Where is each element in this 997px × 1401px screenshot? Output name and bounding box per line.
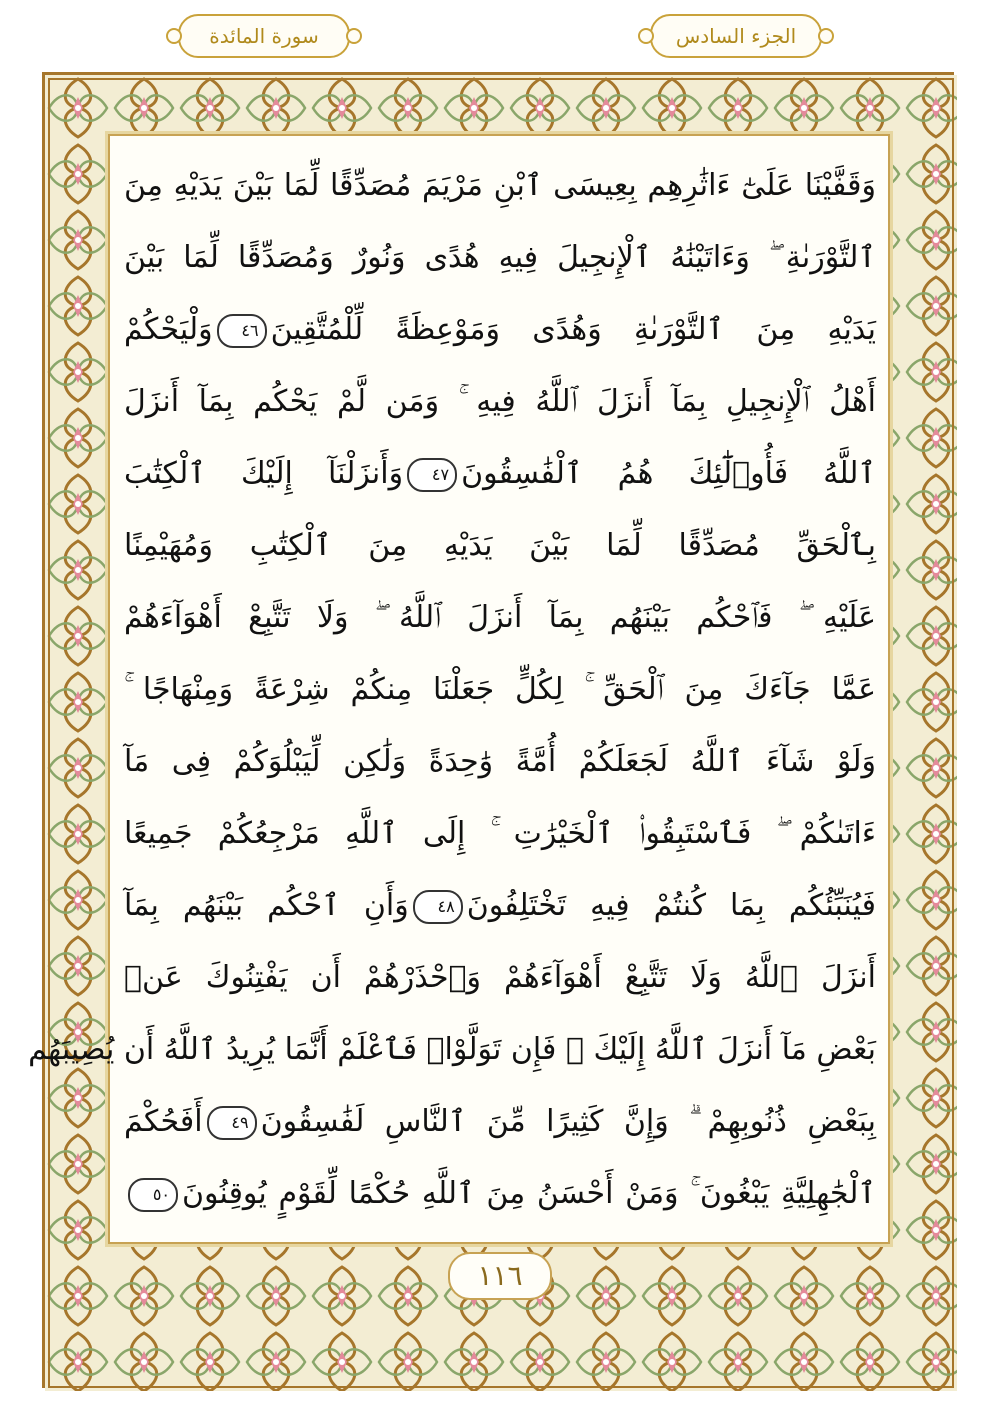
- ayah-number-marker: ٤٧: [407, 458, 457, 492]
- text-line: [124, 438, 876, 510]
- text-line: [124, 150, 876, 222]
- verse-text: ٱللَّهُ فَأُو۟لَٰٓئِكَ هُمُ ٱلْفَٰسِقُونَ: [461, 456, 876, 491]
- ayah-number-marker: ٤٦: [217, 314, 267, 348]
- text-line: [124, 726, 876, 798]
- verse-text: ٱلْجَٰهِلِيَّةِ يَبْغُونَ ۚ وَمَنْ أَحْسَنُ مِنَ ٱللَّهِ حُكْمًا لِّقَوْمٍ يُوقِنُونَ: [182, 1176, 876, 1211]
- surah-name: سورة المائدة: [209, 24, 319, 48]
- verse-text: بَعْضِ مَآ أَنزَلَ ٱللَّهُ إِلَيْكَ ۖ فَإِن تَوَلَّوْا۟ فَٱعْلَمْ أَنَّمَا يُرِيدُ ٱللَّهُ أَن يُصِيبَهُم: [28, 1032, 876, 1067]
- text-line: [124, 870, 876, 942]
- verse-text: أَنزَلَ ٱللَّهُ وَلَا تَتَّبِعْ أَهْوَآءَهُمْ وَٱحْذَرْهُمْ أَن يَفْتِنُوكَ عَنۢ: [124, 960, 876, 995]
- juz-name: الجزء السادس: [675, 24, 797, 48]
- verse-text: وَقَفَّيْنَا عَلَىٰٓ ءَاثَٰرِهِم بِعِيسَى ٱبْنِ مَرْيَمَ مُصَدِّقًا لِّمَا بَيْنَ يَدَيْهِ مِنَ: [124, 168, 876, 203]
- verse-text: أَفَحُكْمَ: [124, 1104, 203, 1139]
- verse-text: ٱلتَّوْرَىٰةِ ۖ وَءَاتَيْنَٰهُ ٱلْإِنجِيلَ فِيهِ هُدًى وَنُورٌ وَمُصَدِّقًا لِّمَا بَيْنَ: [124, 240, 876, 275]
- verse-text: أَهْلُ ٱلْإِنجِيلِ بِمَآ أَنزَلَ ٱللَّهُ فِيهِ ۚ وَمَن لَّمْ يَحْكُم بِمَآ أَنزَلَ: [124, 384, 876, 419]
- ayah-number-marker: ٥٠: [128, 1178, 178, 1212]
- text-line: [124, 798, 876, 870]
- verse-text: بِٱلْحَقِّ مُصَدِّقًا لِّمَا بَيْنَ يَدَيْهِ مِنَ ٱلْكِتَٰبِ وَمُهَيْمِنًا: [124, 528, 876, 563]
- quran-text-body: [28, 150, 876, 1230]
- verse-text: وَلْيَحْكُمْ: [124, 312, 213, 347]
- text-line: [124, 1086, 876, 1158]
- text-line: [124, 294, 876, 366]
- text-line: [124, 942, 876, 1014]
- verse-text: بِبَعْضِ ذُنُوبِهِمْ ۗ وَإِنَّ كَثِيرًا مِّنَ ٱلنَّاسِ لَفَٰسِقُونَ: [260, 1104, 876, 1139]
- text-line: [28, 1014, 876, 1086]
- verse-text: عَمَّا جَآءَكَ مِنَ ٱلْحَقِّ ۚ لِكُلٍّ جَعَلْنَا مِنكُمْ شِرْعَةً وَمِنْهَاجًا ۚ: [124, 672, 876, 707]
- text-line: [124, 582, 876, 654]
- juz-name-cartouche: [650, 14, 822, 58]
- text-line: [124, 222, 876, 294]
- verse-text: عَلَيْهِ ۖ فَٱحْكُم بَيْنَهُم بِمَآ أَنزَلَ ٱللَّهُ ۖ وَلَا تَتَّبِعْ أَهْوَآءَهُمْ: [124, 600, 876, 635]
- text-line: [124, 654, 876, 726]
- surah-name-cartouche: [178, 14, 350, 58]
- page-number: ١١٦: [448, 1252, 552, 1300]
- verse-text: فَيُنَبِّئُكُم بِمَا كُنتُمْ فِيهِ تَخْتَلِفُونَ: [466, 888, 876, 923]
- text-line: [124, 1158, 876, 1230]
- ayah-number-marker: ٤٨: [413, 890, 463, 924]
- verse-text: وَأَنِ ٱحْكُم بَيْنَهُم بِمَآ: [124, 888, 409, 923]
- verse-text: يَدَيْهِ مِنَ ٱلتَّوْرَىٰةِ وَهُدًى وَمَوْعِظَةً لِّلْمُتَّقِينَ: [270, 312, 876, 347]
- verse-text: وَأَنزَلْنَآ إِلَيْكَ ٱلْكِتَٰبَ: [124, 456, 404, 491]
- verse-text: ءَاتَىٰكُمْ ۖ فَٱسْتَبِقُوا۟ ٱلْخَيْرَٰتِ ۚ إِلَى ٱللَّهِ مَرْجِعُكُمْ جَمِيعًا: [124, 816, 876, 851]
- ayah-number-marker: ٤٩: [207, 1106, 257, 1140]
- text-line: [124, 366, 876, 438]
- text-line: [124, 510, 876, 582]
- verse-text: وَلَوْ شَآءَ ٱللَّهُ لَجَعَلَكُمْ أُمَّةً وَٰحِدَةً وَلَٰكِن لِّيَبْلُوَكُمْ فِى مَآ: [124, 744, 876, 779]
